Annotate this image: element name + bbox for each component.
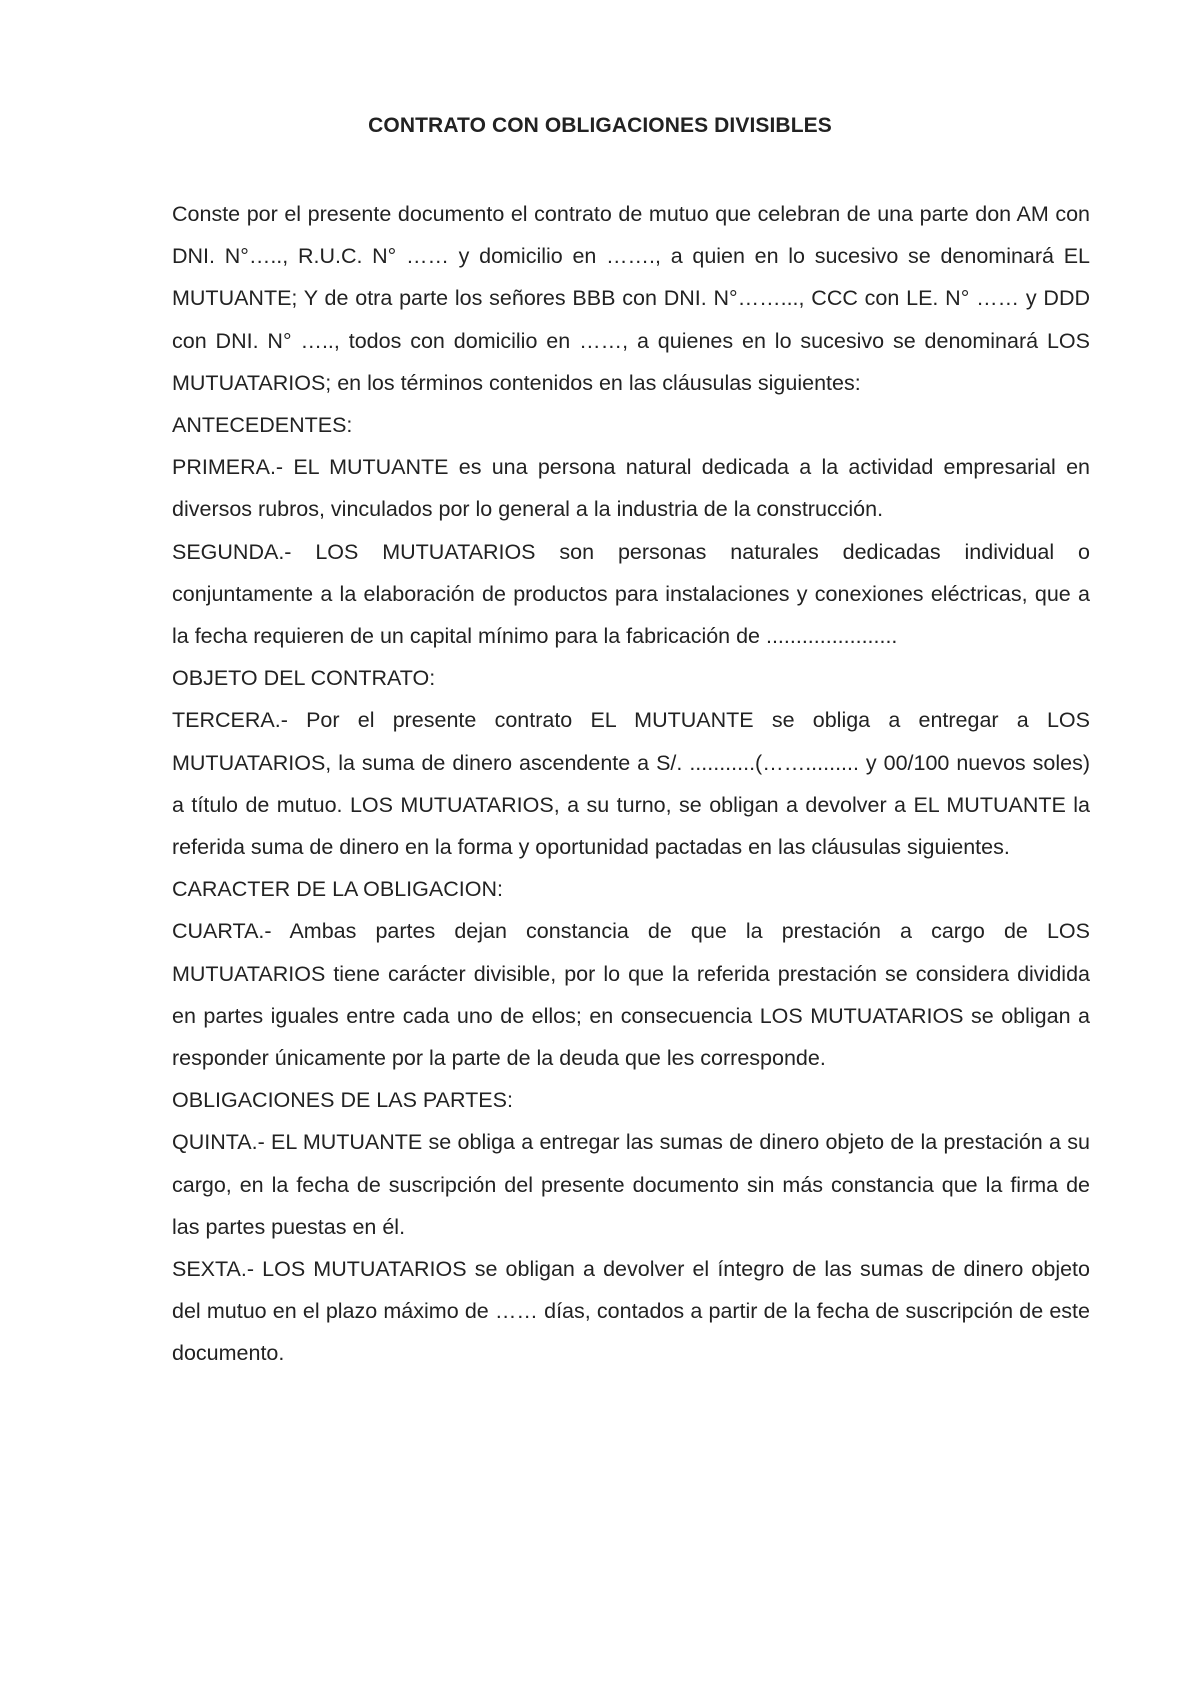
document-body bbox=[172, 193, 1090, 1375]
document-title: CONTRATO CON OBLIGACIONES DIVISIBLES bbox=[368, 114, 832, 137]
clause-tercera: TERCERA.- Por el presente contrato EL MUTUANTE se obliga a entregar a LOS MUTUATARIOS, la suma de dinero ascendente a S/. ...........(……......... y 00/100 nuevos soles) a título de mutuo. LOS MUTUATARIOS, a su turno, se obligan a devolver a EL MUTUANTE la referida suma de dinero en la forma y oportunidad pactadas en las cláusulas siguientes. bbox=[172, 708, 1090, 860]
heading-obligaciones-de-las-partes: OBLIGACIONES DE LAS PARTES: bbox=[172, 1088, 513, 1113]
clause-segunda: SEGUNDA.- LOS MUTUATARIOS son personas naturales dedicadas individual o conjuntamente a la elaboración de productos para instalaciones y conexiones eléctricas, que a la fecha requieren de un capital mínimo para la fabricación de ...................... bbox=[172, 539, 1090, 649]
heading-antecedentes: ANTECEDENTES: bbox=[172, 413, 353, 438]
heading-caracter-de-la-obligacion: CARACTER DE LA OBLIGACION: bbox=[172, 877, 503, 902]
clause-cuarta: CUARTA.- Ambas partes dejan constancia de que la prestación a cargo de LOS MUTUATARIOS tiene carácter divisible, por lo que la referida prestación se considera dividida en partes iguales entre cada uno de ellos; en consecuencia LOS MUTUATARIOS se obligan a responder únicamente por la parte de la deuda que les corresponde. bbox=[172, 919, 1090, 1071]
clause-sexta: SEXTA.- LOS MUTUATARIOS se obligan a devolver el íntegro de las sumas de dinero objeto del mutuo en el plazo máximo de …… días, contados a partir de la fecha de suscripción de este documento. bbox=[172, 1257, 1090, 1366]
clause-primera: PRIMERA.- EL MUTUANTE es una persona natural dedicada a la actividad empresarial en diversos rubros, vinculados por lo general a la industria de la construcción. bbox=[172, 455, 1090, 522]
clause-quinta: QUINTA.- EL MUTUANTE se obliga a entregar las sumas de dinero objeto de la prestación a su cargo, en la fecha de suscripción del presente documento sin más constancia que la firma de las partes puestas en él. bbox=[172, 1130, 1090, 1239]
heading-objeto-del-contrato: OBJETO DEL CONTRATO: bbox=[172, 666, 436, 691]
intro-paragraph: Conste por el presente documento el contrato de mutuo que celebran de una parte don AM con DNI. N°….., R.U.C. N° …… y domicilio en ……., a quien en lo sucesivo se denominará EL MUTUANTE; Y de otra parte los señores BBB con DNI. N°……..., CCC con LE. N° …… y DDD con DNI. N° ….., todos con domicilio en ……, a quienes en lo sucesivo se denominará LOS MUTUATARIOS; en los términos contenidos en las cláusulas siguientes: bbox=[172, 202, 1090, 395]
